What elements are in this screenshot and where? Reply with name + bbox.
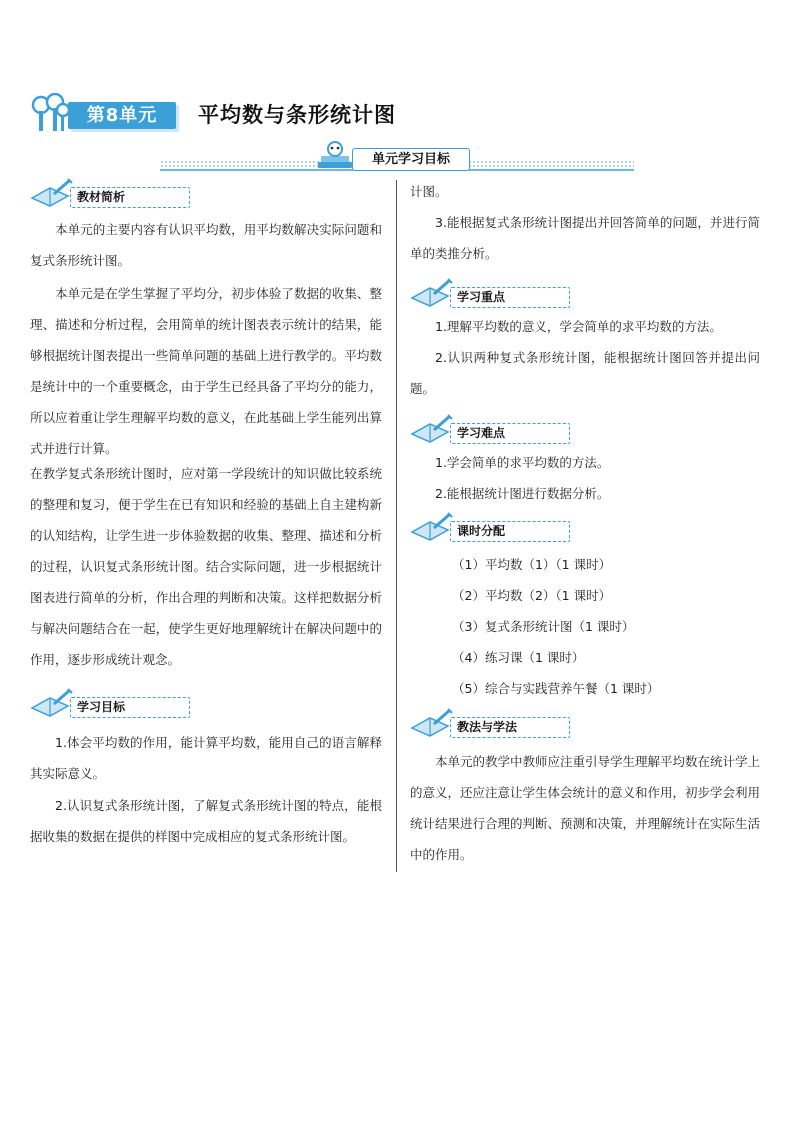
section-difficulties [410, 414, 550, 444]
section-label: 教法与学法 [450, 717, 570, 738]
paragraph-3: 在教学复式条形统计图时，应对第一学段统计的知识做比较系统的整理和复习，便于学生在已有知识和经验的基础上自主建构新的认知结构，让学生进一步体验数据的收集、整理、描述和分析的过程，认识复式条形统计图。结合实际问题，进一步根据统计图表进行简单的分析，作出合理的判断和决策。这样把数据分析与解决问题结合在一起，使学生更好地理解统计在解决问题中的作用，逐步形成统计观念。 [30, 466, 382, 667]
goal-1: 1.体会平均数的作用，能计算平均数，能用自己的语言解释其实际意义。 [30, 735, 382, 781]
goal-2: 2.认识复式条形统计图，了解复式条形统计图的特点，能根据收集的数据在提供的样图中完成相应的复式条形统计图。 [30, 798, 382, 844]
paragraph-1: 本单元的主要内容有认识平均数，用平均数解决实际问题和复式条形统计图。 [30, 222, 382, 268]
book-pencil-icon [30, 688, 74, 718]
column-divider [396, 180, 397, 872]
unit-title: 平均数与条形统计图 [198, 103, 396, 127]
schedule-item: （3）复式条形统计图（1 课时） [452, 619, 635, 634]
section-label: 学习目标 [70, 697, 190, 718]
book-pencil-icon [410, 512, 454, 542]
key-point-1: 1.理解平均数的意义，学会简单的求平均数的方法。 [435, 319, 722, 334]
section-label: 学习难点 [450, 423, 570, 444]
section-label: 课时分配 [450, 521, 570, 542]
goal-3: 3.能根据复式条形统计图提出并回答简单的问题，并进行简单的类推分析。 [410, 215, 760, 261]
trees-icon [30, 93, 70, 133]
book-pencil-icon [410, 278, 454, 308]
book-pencil-icon [30, 178, 74, 208]
difficulty-1: 1.学会简单的求平均数的方法。 [435, 455, 610, 470]
goal-2-continued: 计图。 [410, 184, 448, 199]
books-mascot-icon [314, 140, 356, 172]
section-learning-goals [30, 688, 170, 718]
unit-badge: 第8单元 [68, 102, 176, 129]
banner-title: 单元学习目标 [352, 148, 470, 171]
schedule-item: （2）平均数（2）（1 课时） [452, 588, 612, 603]
paragraph-2: 本单元是在学生掌握了平均分，初步体验了数据的收集、整理、描述和分析过程，会用简单的统计图表表示统计的结果，能够根据统计图表提出一些简单问题的基础上进行教学的。平均数是统计中的一个重要概念，由于学生已经具备了平均分的能力，所以应着重让学生理解平均数的意义，在此基础上学生能列出算式并进行计算。 [30, 286, 382, 456]
schedule-item: （5）综合与实践营养午餐（1 课时） [452, 681, 660, 696]
schedule-list [452, 549, 752, 704]
difficulty-2: 2.能根据统计图进行数据分析。 [435, 486, 610, 501]
section-label: 学习重点 [450, 287, 570, 308]
key-point-2: 2.认识两种复式条形统计图，能根据统计图回答并提出问题。 [410, 350, 760, 396]
section-textbook-analysis [30, 178, 170, 208]
book-pencil-icon [410, 708, 454, 738]
schedule-item: （4）练习课（1 课时） [452, 650, 585, 665]
section-schedule [410, 512, 550, 542]
schedule-item: （1）平均数（1）（1 课时） [452, 557, 612, 572]
methods-paragraph: 本单元的教学中教师应注重引导学生理解平均数在统计学上的意义，还应注意让学生体会统计的意义和作用，初步学会利用统计结果进行合理的判断、预测和决策，并理解统计在实际生活中的作用。 [410, 754, 761, 862]
book-pencil-icon [410, 414, 454, 444]
section-methods [410, 708, 550, 738]
section-key-points [410, 278, 550, 308]
section-label: 教材简析 [70, 187, 190, 208]
